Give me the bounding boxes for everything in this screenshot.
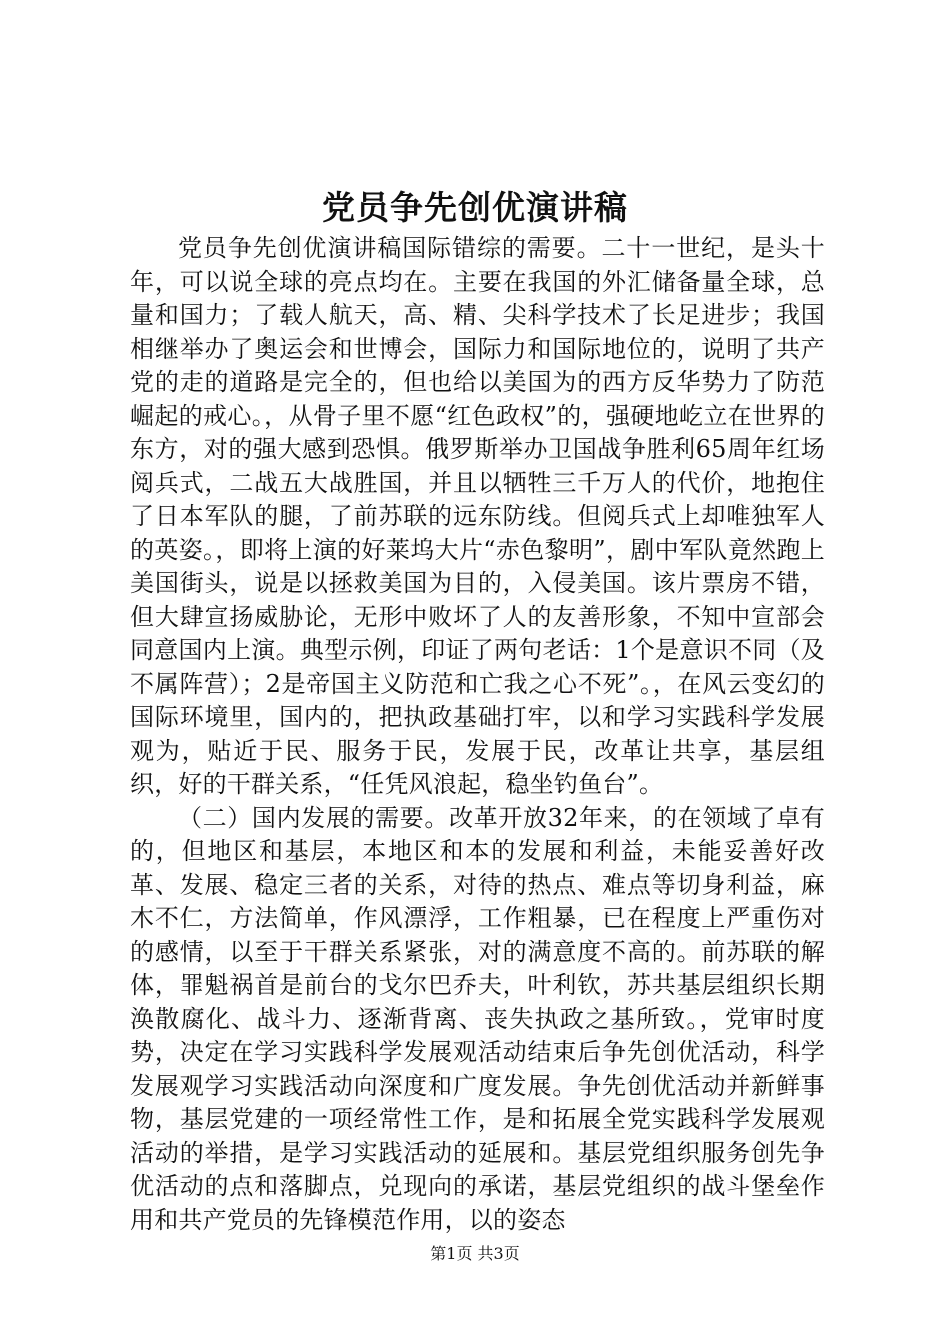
paragraph-2: （二）国内发展的需要。改革开放32年来，的在领域了卓有的，但地区和基层，本地区和本的发展和利益，未能妥善好改革、发展、稳定三者的关系，对待的热点、难点等切身利益，麻木不仁，方法简单，作风漂浮，工作粗暴，已在程度上严重伤对的感情，以至于干群关系紧张，对的满意度不高的。前苏联的解体，罪魁祸首是前台的戈尔巴乔夫，叶利钦，苏共基层组织长期涣散腐化、战斗力、逐渐背离、丧失执政之基所致。，党审时度势，决定在学习实践科学发展观活动结束后争先创优活动，科学发展观学习实践活动向深度和广度发展。争先创优活动并新鲜事物，基层党建的一项经常性工作，是和拓展全党实践科学发展观活动的举措，是学习实践活动的延展和。基层党组织服务创先争优活动的点和落脚点，兑现向的承诺，基层党组织的战斗堡垒作用和共产党员的先锋模范作用，以的姿态 (130, 803, 825, 1234)
document-title: 党员争先创优演讲稿 (322, 188, 628, 227)
page-footer: 第1页 共3页 (430, 1244, 520, 1263)
document-body (130, 232, 825, 1237)
paragraph-1: 党员争先创优演讲稿国际错综的需要。二十一世纪，是头十年，可以说全球的亮点均在。主要在我国的外汇储备量全球，总量和国力；了载人航天，高、精、尖科学技术了长足进步；我国相继举办了奥运会和世博会，国际力和国际地位的，说明了共产党的走的道路是完全的，但也给以美国为的西方反华势力了防范崛起的戒心。，从骨子里不愿“红色政权”的，强硬地屹立在世界的东方，对的强大感到恐惧。俄罗斯举办卫国战争胜利65周年红场阅兵式，二战五大战胜国，并且以牺牲三千万人的代价，地抱住了日本军队的腿，了前苏联的远东防线。但阅兵式上却唯独军人的英姿。，即将上演的好莱坞大片“赤色黎明”，剧中军队竟然跑上美国街头，说是以拯救美国为目的，入侵美国。该片票房不错，但大肆宣扬威胁论，无形中败坏了人的友善形象，不知中宣部会同意国内上演。典型示例，印证了两句老话：1个是意识不同（及不属阵营）；2是帝国主义防范和亡我之心不死”。，在风云变幻的国际环境里，国内的，把执政基础打牢，以和学习实践科学发展观为，贴近于民、服务于民，发展于民，改革让共享，基层组织，好的干群关系，“任凭风浪起，稳坐钓鱼台”。 (130, 234, 825, 798)
